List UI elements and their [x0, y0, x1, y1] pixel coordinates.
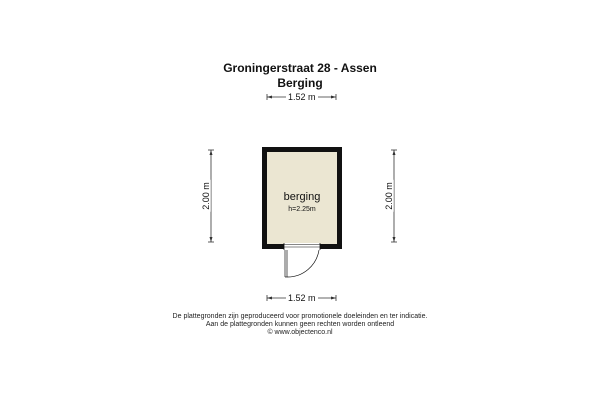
- disclaimer-line-2: Aan de plattegronden kunnen geen rechten worden ontleend: [205, 321, 395, 328]
- door-opening: [284, 243, 320, 250]
- dimension-label-top: 1.52 m: [288, 92, 316, 102]
- dimension-label-bottom: 1.52 m: [288, 293, 316, 303]
- disclaimer-line-1: De plattegronden zijn geproduceerd voor promotionele doeleinden en ter indicatie.: [172, 313, 428, 320]
- door-swing: [285, 250, 319, 277]
- plan-title: Groningerstraat 28 - Assen: [223, 61, 377, 75]
- dimension-label-right: 2.00 m: [383, 182, 394, 210]
- room-name: berging: [283, 191, 321, 203]
- copyright-line: © www.objectenco.nl: [267, 329, 333, 336]
- floor-name: Berging: [277, 76, 323, 90]
- room-ceiling-height: h=2.25m: [288, 206, 316, 213]
- dimension-label-left: 2.00 m: [200, 182, 211, 210]
